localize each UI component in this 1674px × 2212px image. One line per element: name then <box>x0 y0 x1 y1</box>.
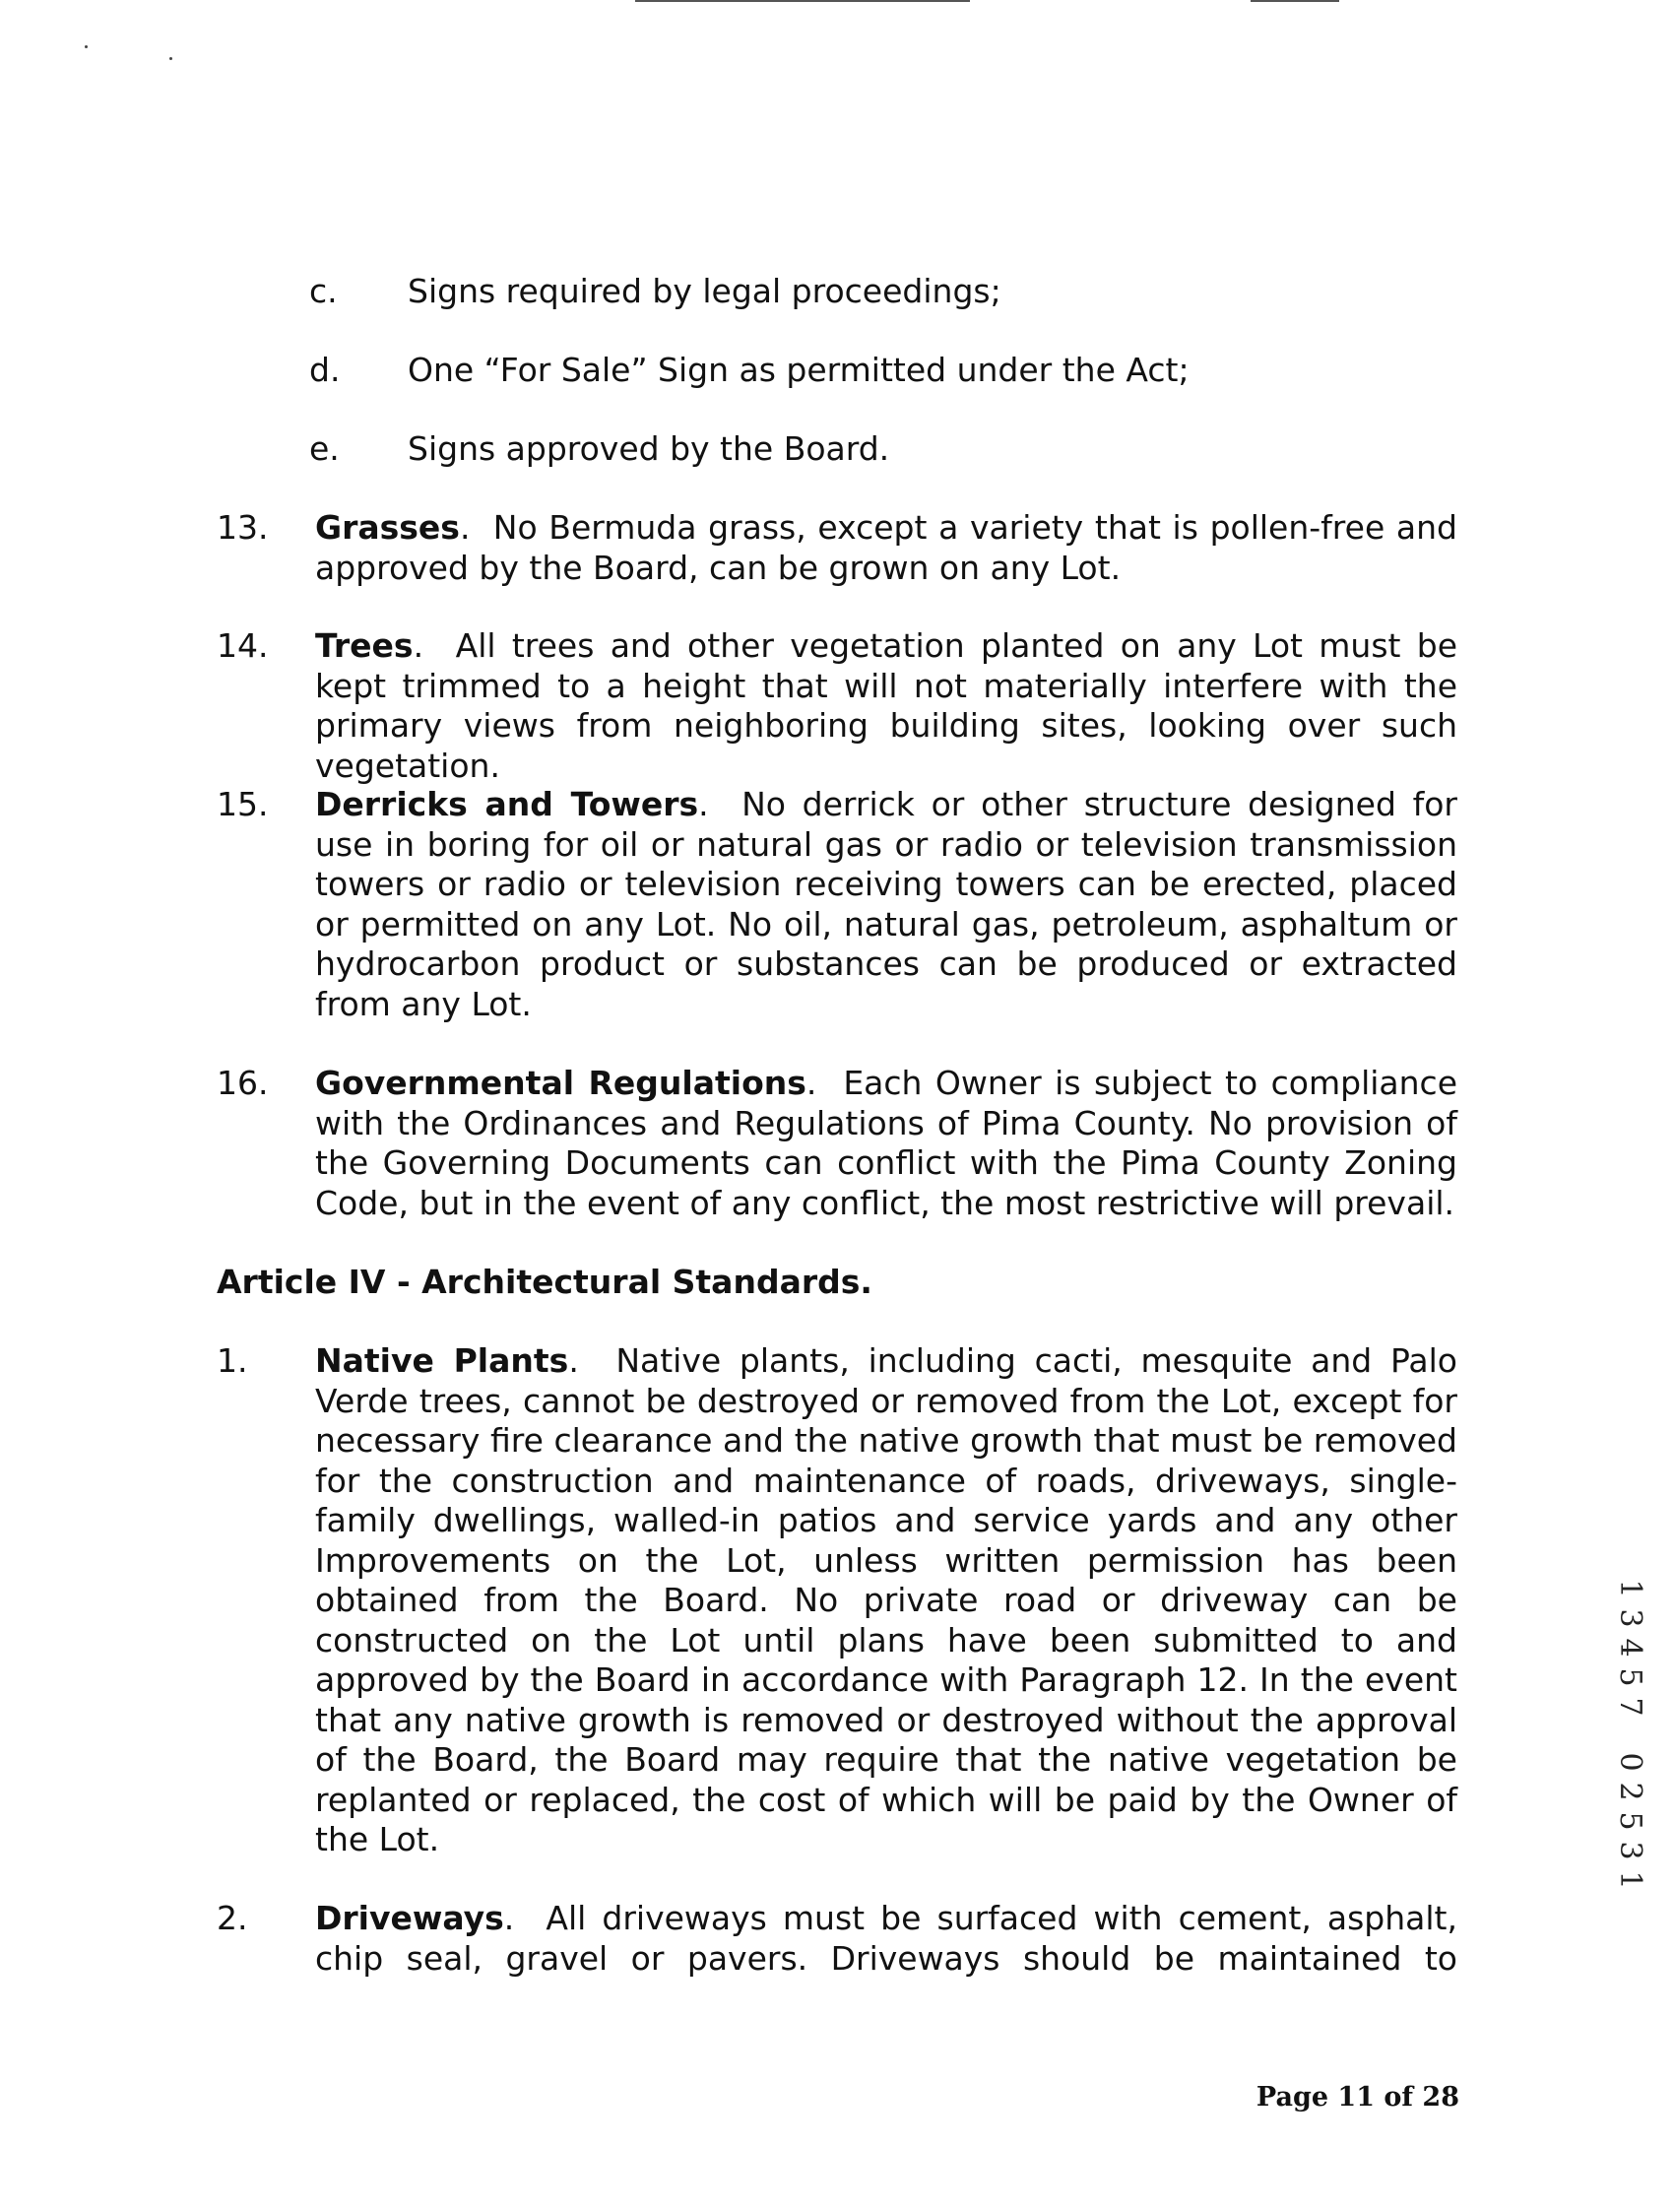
item-heading: Grasses <box>315 508 460 547</box>
sub-item-letter: c. <box>309 272 338 310</box>
item-number: 15. <box>217 785 269 823</box>
item-number: 13. <box>217 508 269 547</box>
recording-digit: 5 <box>1613 1811 1647 1831</box>
recording-digit: 7 <box>1613 1697 1647 1717</box>
item-text: All trees and other vegetation planted on any Lot must be kept trimmed to a height that will not materially interfere with the primary views from neighboring building sites, looking over such vegetation. <box>315 626 1457 785</box>
article-heading: Article IV - Architectural Standards. <box>217 1263 872 1301</box>
sub-item-text: One “For Sale” Sign as permitted under the Act; <box>408 351 1190 389</box>
item-body: Derricks and Towers. No derrick or other structure designed for use in boring for oil or natural gas or radio or television transmission towers or radio or television receiving towers can be erected, placed or permitted on any Lot. No oil, natural gas, petroleum, asphaltum or hydrocarbon product or substances can be produced or extracted from any Lot. <box>315 785 1457 1023</box>
recording-digit: 1 <box>1613 1870 1647 1890</box>
scan-artifact-dot <box>85 45 88 48</box>
sub-item-letter: e. <box>309 429 340 468</box>
recording-number-gap <box>1615 1722 1644 1747</box>
recording-digit: 4 <box>1613 1638 1647 1658</box>
sub-item-text: Signs approved by the Board. <box>408 429 890 468</box>
item-body: Trees. All trees and other vegetation planted on any Lot must be kept trimmed to a height that will not materially interfere with the primary views from neighboring building sites, looking over such vegetation. <box>315 626 1457 785</box>
item-body: Governmental Regulations. Each Owner is subject to compliance with the Ordinances and Regulations of Pima County. No provision of the Governing Documents can conflict with the Pima County Zoning Code, but in the event of any conflict, the most restrictive will prevail. <box>315 1064 1457 1222</box>
recording-digit: 5 <box>1613 1667 1647 1687</box>
sub-item-text: Signs required by legal proceedings; <box>408 272 1001 310</box>
item-heading: Trees <box>315 626 414 665</box>
recording-number-group-1 <box>1613 1574 1647 1722</box>
item-text: No derrick or other structure designed for use in boring for oil or natural gas or radio or television transmission towers or radio or television receiving towers can be erected, placed or permitted on any Lot. No oil, natural gas, petroleum, asphaltum or hydrocarbon product or substances can be produced or extracted from any Lot. <box>315 785 1457 1023</box>
item-text: No Bermuda grass, except a variety that is pollen-free and approved by the Board, can be grown on any Lot. <box>315 508 1457 587</box>
recording-digit: 1 <box>1613 1579 1647 1598</box>
item-heading: Governmental Regulations <box>315 1064 806 1102</box>
item-body: Grasses. No Bermuda grass, except a variety that is pollen-free and approved by the Board, can be grown on any Lot. <box>315 508 1457 587</box>
recording-digit: 3 <box>1613 1841 1647 1860</box>
recording-number-group-2 <box>1613 1747 1647 1895</box>
item-heading: Driveways <box>315 1899 504 1937</box>
sub-item-letter: d. <box>309 351 341 389</box>
recording-number <box>1613 1574 1647 1895</box>
recording-digit: 0 <box>1613 1752 1647 1772</box>
item-heading: Derricks and Towers <box>315 785 699 823</box>
item-body: Native Plants. Native plants, including cacti, mesquite and Palo Verde trees, cannot be destroyed or removed from the Lot, except for necessary fire clearance and the native growth that must be removed for the construction and maintenance of roads, driveways, single-family dwellings, walled-in patios and service yards and any other Improvements on the Lot, unless written permission has been obtained from the Board. No private road or driveway can be constructed on the Lot until plans have been submitted to and approved by the Board in accordance with Paragraph 12. In the event that any native growth is removed or destroyed without the approval of the Board, the Board may require that the native vegetation be replanted or replaced, the cost of which will be paid by the Owner of the Lot. <box>315 1341 1457 1858</box>
article-heading-text: Article IV - Architectural Standards <box>217 1263 861 1301</box>
item-number: 2. <box>217 1899 248 1937</box>
scan-artifact-line <box>1251 0 1339 2</box>
recording-digit: 2 <box>1613 1782 1647 1801</box>
page-number: Page 11 of 28 <box>1256 2082 1459 2113</box>
scan-artifact-dot <box>169 57 172 60</box>
recording-digit: 3 <box>1613 1608 1647 1628</box>
item-number: 16. <box>217 1064 269 1102</box>
item-text: Native plants, including cacti, mesquite and Palo Verde trees, cannot be destroyed or removed from the Lot, except for necessary fire clearance and the native growth that must be removed for the construction and maintenance of roads, driveways, single-family dwellings, walled-in patios and service yards and any other Improvements on the Lot, unless written permission has been obtained from the Board. No private road or driveway can be constructed on the Lot until plans have been submitted to and approved by the Board in accordance with Paragraph 12. In the event that any native growth is removed or destroyed without the approval of the Board, the Board may require that the native vegetation be replanted or replaced, the cost of which will be paid by the Owner of the Lot. <box>315 1341 1457 1858</box>
item-text: Each Owner is subject to compliance with the Ordinances and Regulations of Pima County. No provision of the Governing Documents can conflict with the Pima County Zoning Code, but in the event of any conflict, the most restrictive will prevail. <box>315 1064 1457 1222</box>
item-body: Driveways. All driveways must be surfaced with cement, asphalt, chip seal, gravel or pavers. Driveways should be maintained to <box>315 1899 1457 1978</box>
scan-artifact-line <box>635 0 970 2</box>
item-text: All driveways must be surfaced with cement, asphalt, chip seal, gravel or pavers. Driveways should be maintained to <box>315 1899 1457 1978</box>
item-heading: Native Plants <box>315 1341 569 1380</box>
item-number: 1. <box>217 1341 248 1380</box>
item-number: 14. <box>217 626 269 665</box>
